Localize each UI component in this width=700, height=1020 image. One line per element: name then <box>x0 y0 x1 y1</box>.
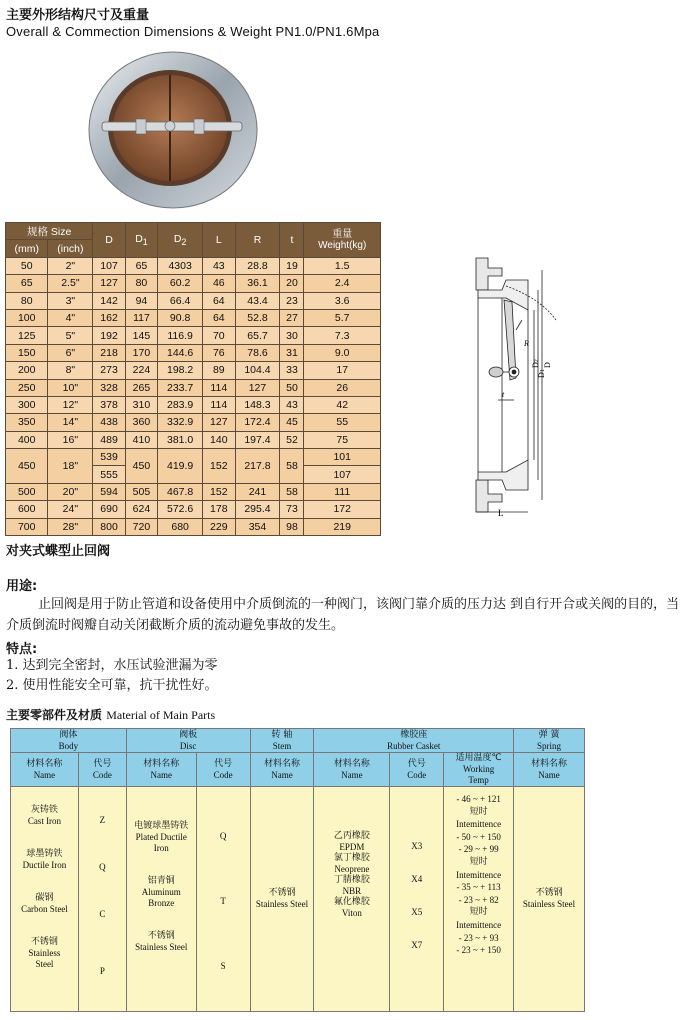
valve-photo <box>88 50 258 210</box>
table-cell: 23 <box>280 292 304 309</box>
sub-code: 代号 Code <box>196 753 250 787</box>
table-cell: 19 <box>280 257 304 274</box>
table-cell: 18" <box>48 449 93 484</box>
usage-text: 止回阀是用于防止管道和设备使用中介质倒流的一种阀门，该阀门靠介质的压力达 到自行开合或关阀的目的，当介质倒流时阀瓣自动关闭截断介质的流动避免事故的发生。 <box>6 597 680 633</box>
table-cell: 217.8 <box>235 449 280 484</box>
table-row <box>6 518 381 535</box>
table-cell: 52.8 <box>235 309 280 326</box>
table-cell: 36.1 <box>235 275 280 292</box>
sub-name: 材料名称 Name <box>314 753 390 787</box>
table-cell: 33 <box>280 362 304 379</box>
table-cell: 328 <box>93 379 125 396</box>
table-cell: 5" <box>48 327 93 344</box>
table-cell: 60.2 <box>158 275 203 292</box>
table-cell: 10" <box>48 379 93 396</box>
group-disc: 阀板 Disc <box>126 729 250 753</box>
stem-material: 不锈钢 Stainless Steel <box>250 787 314 1012</box>
table-cell: 467.8 <box>158 483 203 500</box>
table-cell: 55 <box>304 414 381 431</box>
table-cell: 8" <box>48 362 93 379</box>
table-cell: 90.8 <box>158 309 203 326</box>
table-cell: 273 <box>93 362 125 379</box>
table-cell: 20 <box>280 275 304 292</box>
table-cell: 310 <box>125 396 157 413</box>
table-cell: 283.9 <box>158 396 203 413</box>
section-title-en: Overall & Commection Dimensions & Weight PN1.0/PN1.6Mpa <box>6 24 380 39</box>
table-cell: 3.6 <box>304 292 381 309</box>
label-l: L <box>498 508 504 518</box>
mm-header: (mm) <box>6 240 48 257</box>
table-cell: 332.9 <box>158 414 203 431</box>
table-row <box>6 449 381 466</box>
parts-table-wrap <box>10 728 585 1012</box>
table-cell: 178 <box>203 501 235 518</box>
table-cell: 192 <box>93 327 125 344</box>
table-cell: 419.9 <box>158 449 203 484</box>
table-cell: 98 <box>280 518 304 535</box>
table-row <box>6 344 381 361</box>
table-cell: 572.6 <box>158 501 203 518</box>
table-cell: 1.5 <box>304 257 381 274</box>
d-header: D <box>93 223 125 258</box>
l-header: L <box>203 223 235 258</box>
table-cell: 500 <box>6 483 48 500</box>
group-spring: 弹 簧 Spring <box>514 729 585 753</box>
group-rubber: 橡胶座 Rubber Casket <box>314 729 514 753</box>
table-cell: 66.4 <box>158 292 203 309</box>
t-header: t <box>280 223 304 258</box>
features-list <box>6 656 218 696</box>
table-row <box>6 414 381 431</box>
table-cell: 42 <box>304 396 381 413</box>
table-cell: 600 <box>6 501 48 518</box>
table-row <box>6 396 381 413</box>
table-cell: 50 <box>280 379 304 396</box>
sub-temp: 适用温度℃ Working Temp <box>444 753 514 787</box>
sub-name: 材料名称 Name <box>11 753 79 787</box>
table-row <box>6 257 381 274</box>
table-row <box>6 362 381 379</box>
table-cell: 65 <box>125 257 157 274</box>
table-cell: 200 <box>6 362 48 379</box>
valve-name: 对夹式蝶型止回阀 <box>6 544 111 559</box>
dimensions-table-body <box>6 257 381 535</box>
table-cell: 4" <box>48 309 93 326</box>
table-cell: 75 <box>304 431 381 448</box>
table-cell: 145 <box>125 327 157 344</box>
dimensions-table <box>5 222 381 536</box>
rubber-materials: 乙丙橡胶 EPDM 氯丁橡胶 Neoprene 丁腈橡胶 NBR 氟化橡胶 Viton <box>314 787 390 1012</box>
table-cell: 555 <box>93 466 125 483</box>
table-cell: 100 <box>6 309 48 326</box>
table-cell: 127 <box>203 414 235 431</box>
table-cell: 162 <box>93 309 125 326</box>
feature-item: 2. 使用性能安全可靠，抗干扰性好。 <box>6 678 218 693</box>
body-materials: 灰铸铁 Cast Iron 球墨铸铁 Ductile Iron 碳钢 Carbon Steel 不锈钢 Stainless Steel <box>11 787 79 1012</box>
table-row <box>6 379 381 396</box>
rubber-codes: X3 X4 X5 X7 <box>390 787 444 1012</box>
table-cell: 350 <box>6 414 48 431</box>
table-cell: 2" <box>48 257 93 274</box>
table-cell: 94 <box>125 292 157 309</box>
table-cell: 28" <box>48 518 93 535</box>
table-cell: 219 <box>304 518 381 535</box>
table-cell: 43 <box>280 396 304 413</box>
parts-table <box>10 728 585 1012</box>
table-cell: 172 <box>304 501 381 518</box>
table-cell: 594 <box>93 483 125 500</box>
features-heading: 特点: <box>6 642 38 657</box>
table-cell: 73 <box>280 501 304 518</box>
table-cell: 30 <box>280 327 304 344</box>
table-cell: 101 <box>304 449 381 466</box>
disc-materials: 电镀球墨铸铁 Plated Ductile Iron 铝青铜 Aluminum Bronze 不锈钢 Stainless Steel <box>126 787 196 1012</box>
table-cell: 45 <box>280 414 304 431</box>
table-cell: 450 <box>6 449 48 484</box>
table-cell: 43.4 <box>235 292 280 309</box>
usage-heading: 用途: <box>6 579 38 594</box>
table-cell: 65.7 <box>235 327 280 344</box>
table-cell: 450 <box>125 449 157 484</box>
sub-name: 材料名称 Name <box>514 753 585 787</box>
table-cell: 265 <box>125 379 157 396</box>
table-cell: 3" <box>48 292 93 309</box>
table-cell: 2.4 <box>304 275 381 292</box>
table-cell: 400 <box>6 431 48 448</box>
table-cell: 172.4 <box>235 414 280 431</box>
table-cell: 9.0 <box>304 344 381 361</box>
table-cell: 65 <box>6 275 48 292</box>
table-cell: 16" <box>48 431 93 448</box>
sub-name: 材料名称 Name <box>126 753 196 787</box>
table-cell: 26 <box>304 379 381 396</box>
table-cell: 111 <box>304 483 381 500</box>
r-header: R <box>235 223 280 258</box>
table-cell: 76 <box>203 344 235 361</box>
table-row <box>6 483 381 500</box>
table-cell: 127 <box>93 275 125 292</box>
table-cell: 4303 <box>158 257 203 274</box>
table-cell: 2.5" <box>48 275 93 292</box>
label-d1: D1 <box>537 369 546 378</box>
table-cell: 300 <box>6 396 48 413</box>
table-cell: 114 <box>203 396 235 413</box>
table-cell: 140 <box>203 431 235 448</box>
table-cell: 116.9 <box>158 327 203 344</box>
table-cell: 27 <box>280 309 304 326</box>
label-d2: D2 <box>531 359 540 368</box>
disc-codes: Q T S <box>196 787 250 1012</box>
table-cell: 127 <box>235 379 280 396</box>
table-cell: 107 <box>304 466 381 483</box>
table-row <box>6 292 381 309</box>
table-cell: 64 <box>203 292 235 309</box>
table-cell: 144.6 <box>158 344 203 361</box>
table-cell: 14" <box>48 414 93 431</box>
label-d: D <box>543 362 552 368</box>
size-header: 规格 Size <box>6 223 93 240</box>
table-cell: 12" <box>48 396 93 413</box>
table-cell: 700 <box>6 518 48 535</box>
table-row <box>6 309 381 326</box>
table-cell: 241 <box>235 483 280 500</box>
table-cell: 80 <box>125 275 157 292</box>
table-cell: 104.4 <box>235 362 280 379</box>
table-cell: 117 <box>125 309 157 326</box>
table-cell: 198.2 <box>158 362 203 379</box>
table-cell: 690 <box>93 501 125 518</box>
table-cell: 218 <box>93 344 125 361</box>
table-cell: 52 <box>280 431 304 448</box>
table-cell: 107 <box>93 257 125 274</box>
label-r: R <box>524 339 529 348</box>
table-cell: 114 <box>203 379 235 396</box>
table-cell: 80 <box>6 292 48 309</box>
body-codes: Z Q C P <box>78 787 126 1012</box>
section-title-cn: 主要外形结构尺寸及重量 <box>6 8 150 23</box>
label-t: t <box>502 390 505 399</box>
table-cell: 489 <box>93 431 125 448</box>
table-cell: 28.8 <box>235 257 280 274</box>
table-cell: 142 <box>93 292 125 309</box>
table-cell: 354 <box>235 518 280 535</box>
table-cell: 438 <box>93 414 125 431</box>
d2-header: $D_2$ <box>158 223 203 258</box>
table-cell: 800 <box>93 518 125 535</box>
table-cell: 148.3 <box>235 396 280 413</box>
table-cell: 20" <box>48 483 93 500</box>
cross-section-drawing <box>458 250 558 520</box>
table-cell: 17 <box>304 362 381 379</box>
d1-header: $D_1$ <box>125 223 157 258</box>
table-cell: 150 <box>6 344 48 361</box>
group-body: 阀体 Body <box>11 729 127 753</box>
weight-header: 重量 Weight(kg) <box>304 223 381 258</box>
table-row <box>6 431 381 448</box>
table-cell: 78.6 <box>235 344 280 361</box>
table-row <box>6 501 381 518</box>
table-cell: 680 <box>158 518 203 535</box>
table-cell: 295.4 <box>235 501 280 518</box>
table-cell: 720 <box>125 518 157 535</box>
sub-name: 材料名称 Name <box>250 753 314 787</box>
table-cell: 31 <box>280 344 304 361</box>
sub-code: 代号 Code <box>390 753 444 787</box>
table-cell: 170 <box>125 344 157 361</box>
table-cell: 197.4 <box>235 431 280 448</box>
table-cell: 624 <box>125 501 157 518</box>
group-stem: 转 轴 Stem <box>250 729 314 753</box>
table-cell: 24" <box>48 501 93 518</box>
table-cell: 410 <box>125 431 157 448</box>
table-cell: 229 <box>203 518 235 535</box>
table-cell: 89 <box>203 362 235 379</box>
table-cell: 378 <box>93 396 125 413</box>
inch-header: (inch) <box>48 240 93 257</box>
table-cell: 58 <box>280 483 304 500</box>
table-cell: 505 <box>125 483 157 500</box>
table-row <box>6 275 381 292</box>
table-cell: 539 <box>93 449 125 466</box>
feature-item: 1. 达到完全密封，水压试验泄漏为零 <box>6 658 218 673</box>
table-cell: 360 <box>125 414 157 431</box>
table-cell: 6" <box>48 344 93 361</box>
working-temps: - 46 ~ + 121 短时 Intemittence - 50 ~ + 150 - 29 ~ + 99 短时 Intemittence - 35 ~ + 113 - 23 ~ + 82 短时 Intemittence - 23 ~ + 93 - 23 ~ + 150 <box>444 787 514 1012</box>
table-cell: 5.7 <box>304 309 381 326</box>
table-cell: 58 <box>280 449 304 484</box>
table-cell: 152 <box>203 483 235 500</box>
spring-material: 不锈钢 Stainless Steel <box>514 787 585 1012</box>
table-cell: 50 <box>6 257 48 274</box>
table-row <box>6 327 381 344</box>
table-cell: 250 <box>6 379 48 396</box>
table-cell: 125 <box>6 327 48 344</box>
parts-heading: 主要零部件及材质 Material of Main Parts <box>6 708 216 722</box>
table-cell: 46 <box>203 275 235 292</box>
table-cell: 224 <box>125 362 157 379</box>
sub-code: 代号 Code <box>78 753 126 787</box>
table-cell: 381.0 <box>158 431 203 448</box>
table-cell: 152 <box>203 449 235 484</box>
table-cell: 64 <box>203 309 235 326</box>
table-cell: 233.7 <box>158 379 203 396</box>
table-cell: 7.3 <box>304 327 381 344</box>
table-cell: 43 <box>203 257 235 274</box>
table-cell: 70 <box>203 327 235 344</box>
